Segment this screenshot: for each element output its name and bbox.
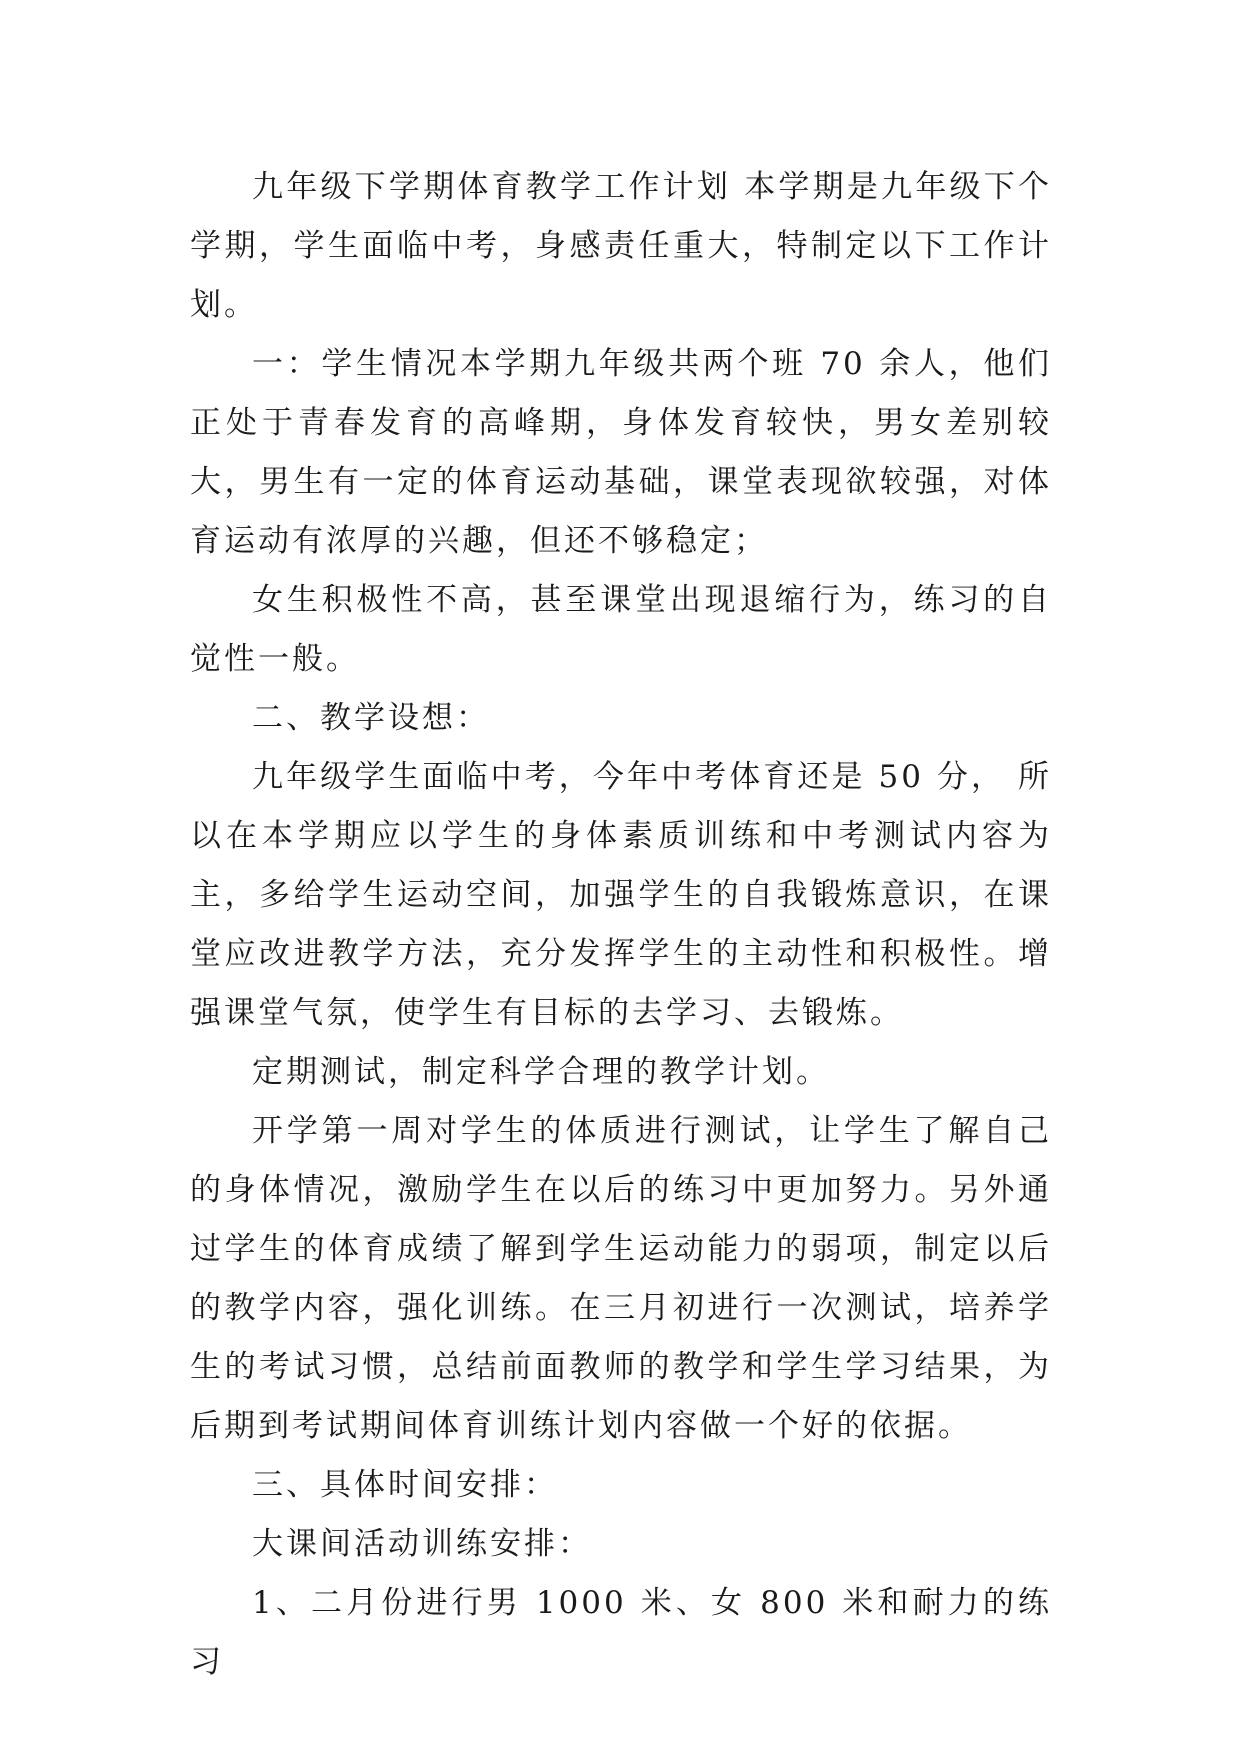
paragraph-teaching-ideas: 九年级学生面临中考，今年中考体育还是 50 分， 所以在本学期应以学生的身体素质训练和中考测试内容为主，多给学生运动空间，加强学生的自我锻炼意识，在课堂应改进教学方法，充分发挥学生的主动性和积极性。增强课堂气氛，使学生有目标的去学习、去锻炼。 <box>190 759 1052 1031</box>
list-item-february: 1、二月份进行男 1000 米、女 800 米和耐力的练习 <box>190 1585 1052 1680</box>
heading-schedule: 三、具体时间安排： <box>252 1467 558 1503</box>
paragraph-first-week-testing: 开学第一周对学生的体质进行测试，让学生了解自己的身体情况，激励学生在以后的练习中更加努力。另外通过学生的体育成绩了解到学生运动能力的弱项，制定以后的教学内容，强化训练。在三月初进行一次测试，培养学生的考试习惯，总结前面教师的教学和学生学习结果，为后期到考试期间体育训练计划内容做一个好的依据。 <box>190 1113 1052 1444</box>
paragraph-regular-testing: 定期测试，制定科学合理的教学计划。 <box>252 1054 830 1090</box>
heading-teaching-ideas: 二、教学设想： <box>252 700 490 736</box>
paragraph-break-activity: 大课间活动训练安排： <box>252 1526 592 1562</box>
paragraph-title-intro: 九年级下学期体育教学工作计划 本学期是九年级下个学期，学生面临中考，身感责任重大，特制定以下工作计划。 <box>190 169 1052 323</box>
document-body <box>190 158 1052 1692</box>
paragraph-female-students: 女生积极性不高，甚至课堂出现退缩行为，练习的自觉性一般。 <box>190 582 1052 677</box>
paragraph-student-situation: 一：学生情况本学期九年级共两个班 70 余人，他们正处于青春发育的高峰期，身体发育较快，男女差别较大，男生有一定的体育运动基础，课堂表现欲较强，对体育运动有浓厚的兴趣，但还不够稳定； <box>190 346 1052 559</box>
